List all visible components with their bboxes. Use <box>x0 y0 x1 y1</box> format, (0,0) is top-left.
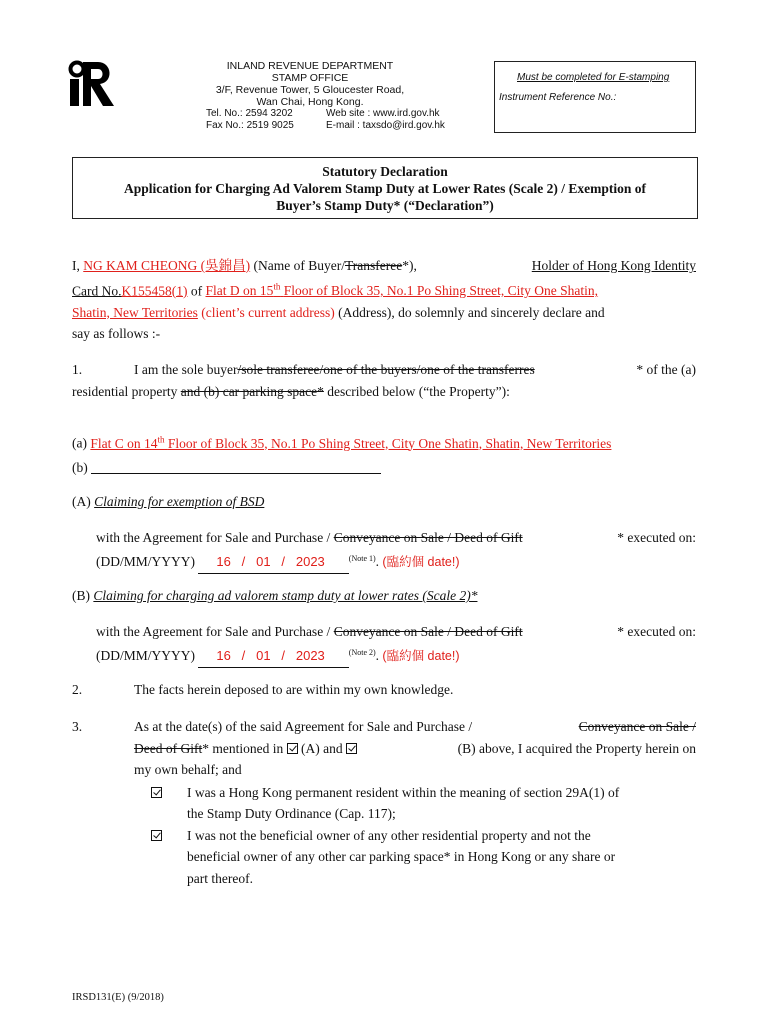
item-2 <box>72 679 696 701</box>
fax: Fax No.: 2519 9025 <box>206 119 294 131</box>
struck-text: Deed of Gift <box>134 740 203 756</box>
title-line: Application for Charging Ad Valorem Stamp Duty at Lower Rates (Scale 2) / Exemption of <box>123 181 646 196</box>
text: (Name of Buyer/ <box>253 258 345 273</box>
text: * of the (a) <box>636 362 696 377</box>
text: * executed on: <box>617 529 696 545</box>
struck-text: and (b) car parking space* <box>180 383 324 399</box>
website: Web site : www.ird.gov.hk <box>326 108 440 119</box>
property-a <box>72 429 702 454</box>
address-note: (client’s current address) <box>201 304 335 320</box>
item-1 <box>72 359 696 402</box>
text: The facts herein deposed to are within my own knowledge. <box>134 682 454 697</box>
id-card-number: K155458(1) <box>121 283 188 298</box>
dept-line: 3/F, Revenue Tower, 5 Gloucester Road, <box>215 84 405 96</box>
section-b: (B) Claiming for charging ad valorem stamp duty at lower rates (Scale 2)* with the Agreement for Sale and Purchase / Conveyance on Sale / Deed of Gift * executed on: (DD/MM/YYYY) 16 / 01 / 2023 $^{(Note 2)}$. (臨約個 date!) <box>72 585 696 668</box>
address-line: Shatin, New Territories <box>72 304 198 320</box>
execution-date-a[interactable]: 16 / 01 / 2023 <box>198 551 348 574</box>
struck-text: Conveyance on Sale / Deed of Gift <box>333 623 523 639</box>
item-number: 1. <box>72 362 83 377</box>
checkbox-a[interactable] <box>287 743 298 754</box>
address-line: Flat D on 15th Floor of Block 35, No.1 Po Shing Street, City One Shatin, <box>205 281 599 298</box>
estamp-box <box>494 61 696 133</box>
text: (A) and <box>300 740 343 756</box>
section-a: (A) Claiming for exemption of BSD with the Agreement for Sale and Purchase / Conveyance on Sale / Deed of Gift * executed on: (DD/MM/YYYY) 16 / 01 / 2023 $^{(Note 1)}$. (臨約個 date!) <box>72 491 696 574</box>
note-ref: (Note 2) <box>348 648 376 657</box>
text: (Address), do solemnly and sincerely declare and <box>338 304 605 320</box>
property-address: Flat C on 14th Floor of Block 35, No.1 Po Shing Street, City One Shatin, Shatin, New Territories <box>90 434 612 451</box>
text: part thereof. <box>187 870 253 886</box>
text: I, <box>72 258 80 273</box>
text: * executed on: <box>617 623 696 639</box>
date-format: (DD/MM/YYYY) <box>96 554 195 569</box>
text: (B) above, I acquired the Property herein on <box>457 740 696 756</box>
checkbox-permanent-resident[interactable] <box>151 787 162 798</box>
text: residential property <box>72 383 178 399</box>
label: (B) <box>72 588 90 603</box>
text: * mentioned in <box>202 740 284 756</box>
item-number: 3. <box>72 719 83 734</box>
struck-text: Transferee <box>344 258 403 273</box>
execution-date-b[interactable]: 16 / 01 / 2023 <box>198 645 348 668</box>
email: E-mail : taxsdo@ird.gov.hk <box>326 119 445 131</box>
text: of <box>190 283 203 298</box>
note-ref: (Note 1) <box>348 554 376 563</box>
annotation-chinese: (臨約個 date!) <box>382 555 460 569</box>
department-address <box>195 60 425 108</box>
checkbox-not-beneficial-owner[interactable] <box>151 830 162 841</box>
text: I was not the beneficial owner of any other residential property and not the <box>187 827 591 843</box>
ird-logo <box>68 60 118 106</box>
dept-line: INLAND REVENUE DEPARTMENT <box>226 60 394 72</box>
struck-text: /sole transferee/one of the buyers/one of the transferres <box>237 362 535 377</box>
text: *), <box>402 258 417 273</box>
property-b <box>72 457 402 479</box>
form-code: IRSD131(E) (9/2018) <box>72 992 164 1003</box>
item-3 <box>72 716 696 889</box>
label: (a) <box>72 435 87 451</box>
text: As at the date(s) of the said Agreement for Sale and Purchase / <box>134 719 473 734</box>
text: say as follows :- <box>72 326 161 341</box>
text: I am the sole buyer <box>134 362 238 377</box>
text: with the Agreement for Sale and Purchase / <box>96 529 331 545</box>
struck-text: Conveyance on Sale / <box>578 719 696 734</box>
text: Card No. <box>72 283 122 298</box>
title-line: Statutory Declaration <box>322 164 448 179</box>
title-box <box>72 157 698 219</box>
blank-line[interactable] <box>91 459 381 474</box>
label: (b) <box>72 460 88 475</box>
instrument-ref-label: Instrument Reference No.: <box>499 92 617 103</box>
text: I was a Hong Kong permanent resident within the meaning of section 29A(1) of <box>187 784 620 800</box>
annotation-chinese: (臨約個 date!) <box>382 649 460 663</box>
contact-info <box>206 108 445 131</box>
buyer-name: NG KAM CHEONG (吳錦昌) <box>83 258 251 273</box>
dept-line: STAMP OFFICE <box>271 72 349 84</box>
holder-text: Holder of Hong Kong Identity <box>531 258 696 273</box>
dept-line: Wan Chai, Hong Kong. <box>256 96 364 108</box>
declaration-paragraph <box>72 255 696 345</box>
text: my own behalf; and <box>134 762 242 777</box>
text: described below (“the Property”): <box>327 383 510 399</box>
text: beneficial owner of any other car parking space* in Hong Kong or any share or <box>187 849 616 864</box>
label: (A) <box>72 494 91 509</box>
item-number: 2. <box>72 682 83 697</box>
section-heading: Claiming for charging ad valorem stamp duty at lower rates (Scale 2)* <box>93 588 478 603</box>
text: the Stamp Duty Ordinance (Cap. 117); <box>187 806 396 821</box>
checkbox-b[interactable] <box>346 743 357 754</box>
tel: Tel. No.: 2594 3202 <box>206 108 293 119</box>
text: with the Agreement for Sale and Purchase / <box>96 623 331 639</box>
struck-text: Conveyance on Sale / Deed of Gift <box>333 529 523 545</box>
section-heading: Claiming for exemption of BSD <box>94 494 265 509</box>
estamp-label: Must be completed for E-stamping <box>517 72 670 83</box>
title-line: Buyer’s Stamp Duty* (“Declaration”) <box>276 198 494 213</box>
date-format: (DD/MM/YYYY) <box>96 648 195 663</box>
